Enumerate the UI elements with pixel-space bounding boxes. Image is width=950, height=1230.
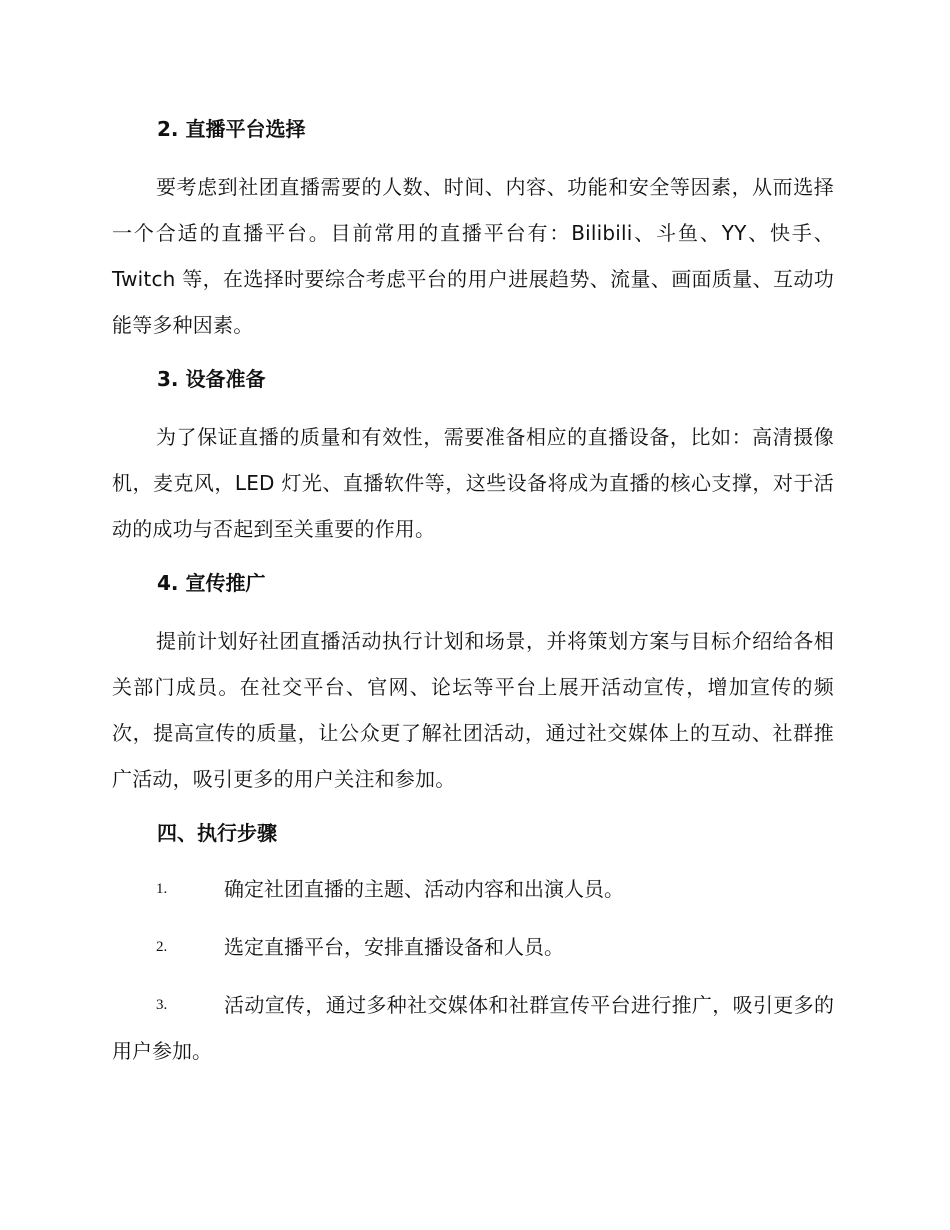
paragraph-text: 提前计划好社团直播活动执行计划和场景，并将策划方案与目标介绍给各相关部门成员。在社交平台、官网、论坛等平台上展开活动宣传，增加宣传的频次，提高宣传的质量，让公众更了解社团活动，通过社交媒体上的互动、社群推广活动，吸引更多的用户关注和参加。	[112, 629, 834, 791]
list-item	[112, 924, 834, 970]
section-heading-platform: 2. 直播平台选择	[157, 117, 306, 141]
section-heading-steps: 四、执行步骤	[157, 821, 277, 845]
paragraph-text: 要考虑到社团直播需要的人数、时间、内容、功能和安全等因素，从而选择一个合适的直播平台。目前常用的直播平台有：Bilibili、斗鱼、YY、快手、Twitch 等，在选择时要综合考虑平台的用户进展趋势、流量、画面质量、互动功能等多种因素。	[112, 175, 834, 337]
list-item	[112, 982, 834, 1074]
section-paragraph-promotion	[112, 618, 834, 802]
list-item-number: 3.	[156, 997, 168, 1013]
list-item-text: 选定直播平台，安排直播设备和人员。	[224, 935, 564, 959]
section-paragraph-equipment	[112, 414, 834, 552]
paragraph-text: 为了保证直播的质量和有效性，需要准备相应的直播设备，比如：高清摄像机，麦克风，LED 灯光、直播软件等，这些设备将成为直播的核心支撑，对于活动的成功与否起到至关重要的作用。	[112, 425, 834, 541]
list-item	[112, 866, 834, 912]
section-paragraph-platform	[112, 164, 834, 348]
list-item-number: 1.	[156, 881, 168, 897]
section-heading-promotion: 4. 宣传推广	[157, 571, 266, 595]
section-heading-equipment: 3. 设备准备	[157, 367, 266, 391]
list-item-text: 确定社团直播的主题、活动内容和出演人员。	[224, 877, 624, 901]
list-item-number: 2.	[156, 939, 168, 955]
list-item-text: 活动宣传，通过多种社交媒体和社群宣传平台进行推广，吸引更多的用户参加。	[112, 993, 834, 1063]
